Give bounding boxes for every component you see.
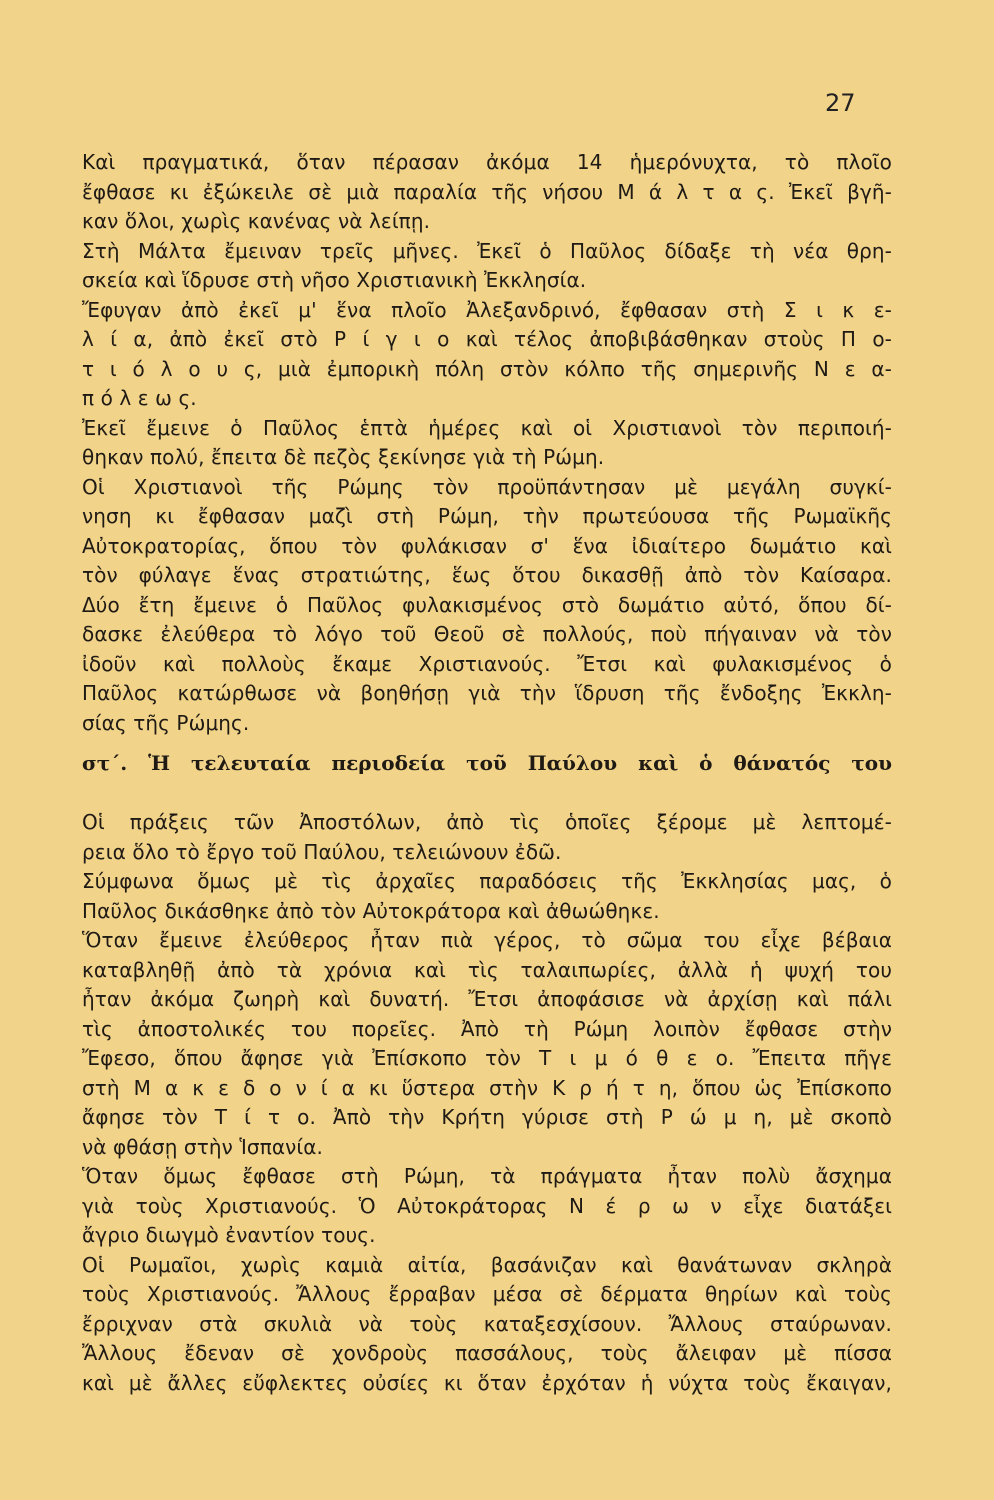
text-line: ρεια ὅλο τὸ ἔργο τοῦ Παύλου, τελειώνουν ἐδῶ. — [82, 839, 562, 864]
text-line: νὰ φθάσῃ στὴν Ἱσπανία. — [82, 1134, 324, 1159]
text-line: Δύο ἔτη ἔμεινε ὁ Παῦλος φυλακισμένος στὸ δωμάτιο αὐτό, ὅπου δί- — [82, 592, 892, 617]
text-line: Στὴ Μάλτα ἔμειναν τρεῖς μῆνες. Ἐκεῖ ὁ Παῦλος δίδαξε τὴ νέα θρη- — [82, 238, 892, 263]
text-line: Ἄλλους ἔδεναν σὲ χονδροὺς πασσάλους, τοὺς ἄλειφαν μὲ πίσσα — [82, 1341, 892, 1365]
text-line: Ἔφεσο, ὅπου ἄφησε γιὰ Ἐπίσκοπο τὸν Τ ι μ ό θ ε ο. Ἔπειτα πῆγε — [82, 1046, 892, 1070]
text-line: τὸν φύλαγε ἕνας στρατιώτης, ἕως ὅτου δικασθῇ ἀπὸ τὸν Καίσαρα. — [82, 563, 892, 587]
text-line: σίας τῆς Ρώμης. — [82, 710, 250, 735]
text-line: καταβληθῇ ἀπὸ τὰ χρόνια καὶ τὶς ταλαιπωρίες, ἀλλὰ ἡ ψυχή του — [82, 957, 892, 982]
text-line: Παῦλος δικάσθηκε ἀπὸ τὸν Αὐτοκράτορα καὶ ἀθωώθηκε. — [82, 898, 660, 923]
text-line: ἔφθασε κι ἐξώκειλε σὲ μιὰ παραλία τῆς νήσου Μ ά λ τ α ς. Ἐκεῖ βγῆ- — [82, 179, 892, 204]
text-line: τὶς ἀποστολικές του πορεῖες. Ἀπὸ τὴ Ρώμη λοιπὸν ἔφθασε στὴν — [82, 1016, 892, 1041]
text-block-first — [82, 148, 892, 738]
text-line: ἰδοῦν καὶ πολλοὺς ἔκαμε Χριστιανούς. Ἔτσι καὶ φυλακισμένος ὁ — [82, 651, 892, 676]
text-line: ἔρριχναν στὰ σκυλιὰ νὰ τοὺς καταξεσχίσουν. Ἄλλους σταύρωναν. — [82, 1311, 892, 1336]
text-line: ἄγριο διωγμὸ ἐναντίον τους. — [82, 1223, 376, 1247]
text-line: στὴ Μ α κ ε δ ο ν ί α κι ὕστερα στὴν Κ ρ ή τ η, ὅπου ὡς Ἐπίσκοπο — [82, 1075, 892, 1100]
text-line: Ἔφυγαν ἀπὸ ἐκεῖ μ' ἕνα πλοῖο Ἀλεξανδρινό, ἔφθασαν στὴ Σ ι κ ε- — [82, 297, 892, 322]
text-line: γιὰ τοὺς Χριστιανούς. Ὁ Αὐτοκράτορας Ν έ ρ ω ν εἶχε διατάξει — [82, 1193, 892, 1218]
text-line: νηση κι ἔφθασαν μαζὶ στὴ Ρώμη, τὴν πρωτεύουσα τῆς Ρωμαϊκῆς — [82, 504, 892, 528]
text-line: δασκε ἐλεύθερα τὸ λόγο τοῦ Θεοῦ σὲ πολλούς, ποὺ πήγαιναν νὰ τὸν — [82, 622, 892, 646]
text-line: Καὶ πραγματικά, ὅταν πέρασαν ἀκόμα 14 ἡμερόνυχτα, τὸ πλοῖο — [82, 150, 892, 174]
text-line: ἄφησε τὸν Τ ί τ ο. Ἀπὸ τὴν Κρήτη γύρισε στὴ Ρ ώ μ η, μὲ σκοπὸ — [82, 1105, 892, 1129]
section-heading: στ΄. Ἡ τελευταία περιοδεία τοῦ Παύλου καὶ ὁ θάνατός του — [82, 751, 892, 775]
text-line: Οἱ πράξεις τῶν Ἀποστόλων, ἀπὸ τὶς ὁποῖες ξέρομε μὲ λεπτομέ- — [82, 810, 892, 834]
text-line: Οἱ Χριστιανοὶ τῆς Ρώμης τὸν προϋπάντησαν μὲ μεγάλη συγκί- — [82, 474, 892, 499]
text-line: θηκαν πολύ, ἔπειτα δὲ πεζὸς ξεκίνησε γιὰ τὴ Ρώμη. — [82, 445, 605, 469]
text-line: καν ὅλοι, χωρὶς κανένας νὰ λείπῃ. — [82, 209, 431, 233]
text-line: σκεία καὶ ἵδρυσε στὴ νῆσο Χριστιανικὴ Ἐκκλησία. — [82, 268, 587, 292]
text-line: τοὺς Χριστιανούς. Ἄλλους ἔρραβαν μέσα σὲ δέρματα θηρίων καὶ τοὺς — [82, 1282, 892, 1306]
text-line: τ ι ό λ ο υ ς, μιὰ ἐμπορικὴ πόλη στὸν κόλπο τῆς σημερινῆς Ν ε α- — [82, 356, 892, 381]
text-line: Ὅταν ἔμεινε ἐλεύθερος ἦταν πιὰ γέρος, τὸ σῶμα του εἶχε βέβαια — [82, 928, 892, 952]
text-block-second — [82, 808, 892, 1398]
text-line: Σύμφωνα ὅμως μὲ τὶς ἀρχαῖες παραδόσεις τῆς Ἐκκλησίας μας, ὁ — [82, 869, 892, 893]
text-line: ἦταν ἀκόμα ζωηρὴ καὶ δυνατή. Ἔτσι ἀποφάσισε νὰ ἀρχίσῃ καὶ πάλι — [82, 987, 892, 1011]
text-line: λ ί α, ἀπὸ ἐκεῖ στὸ Ρ ί γ ι ο καὶ τέλος ἀποβιβάσθηκαν στοὺς Π ο- — [82, 327, 892, 351]
text-line: Παῦλος κατώρθωσε νὰ βοηθήσῃ γιὰ τὴν ἵδρυση τῆς ἔνδοξης Ἐκκλη- — [82, 681, 892, 705]
text-line: καὶ μὲ ἄλλες εὔφλεκτες οὐσίες κι ὅταν ἐρχόταν ἡ νύχτα τοὺς ἔκαιγαν, — [82, 1370, 892, 1395]
text-line: Ἐκεῖ ἔμεινε ὁ Παῦλος ἑπτὰ ἡμέρες καὶ οἱ Χριστιανοὶ τὸν περιποιή- — [82, 415, 892, 440]
text-line: Αὐτοκρατορίας, ὅπου τὸν φυλάκισαν σ' ἕνα ἰδιαίτερο δωμάτιο καὶ — [82, 533, 892, 558]
text-line: Οἱ Ρωμαῖοι, χωρὶς καμιὰ αἰτία, βασάνιζαν καὶ θανάτωναν σκληρὰ — [82, 1252, 892, 1277]
page-number: 27 — [825, 89, 856, 117]
text-line: π ό λ ε ω ς. — [82, 386, 197, 410]
text-line: Ὅταν ὅμως ἔφθασε στὴ Ρώμη, τὰ πράγματα ἦταν πολὺ ἄσχημα — [82, 1164, 892, 1188]
